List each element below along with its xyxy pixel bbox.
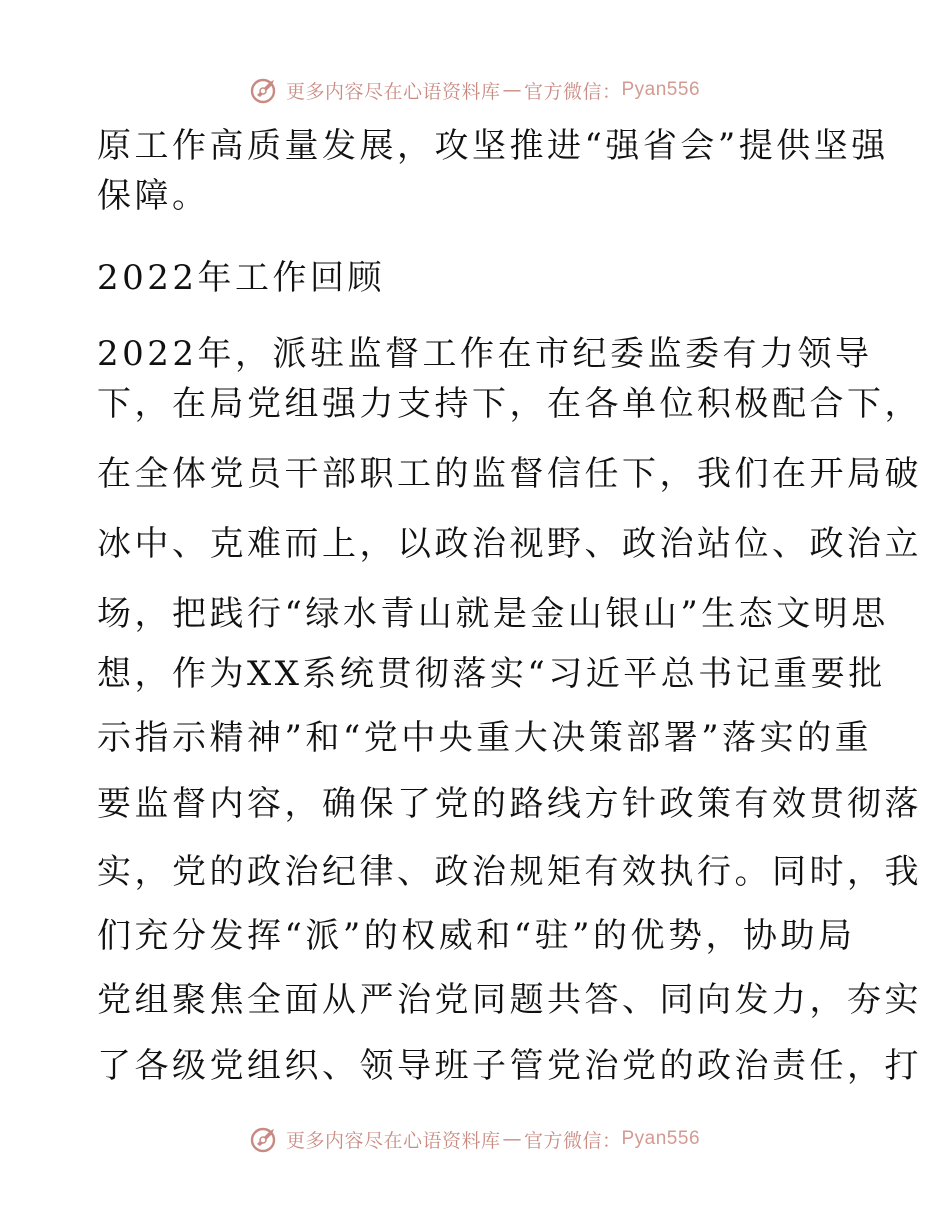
watermark-separator: — — [502, 79, 522, 101]
watermark-separator: — — [502, 1128, 522, 1150]
watermark-wechat-id: Pyan556 — [621, 79, 701, 100]
text-line: 示指示精神”和“党中央重大决策部署”落实的重 — [97, 718, 873, 758]
text-line: 下，在局党组强力支持下，在各单位积极配合下， — [97, 384, 922, 424]
text-line: 在全体党员干部职工的监督信任下，我们在开局破 — [97, 454, 922, 494]
watermark-wechat-id: Pyan556 — [621, 1128, 701, 1149]
watermark-logo-icon — [250, 75, 280, 105]
watermark-label: 官方微信： — [523, 80, 622, 103]
watermark-text: 更多内容尽在心语资料库 — [285, 80, 501, 103]
text-line: 们充分发挥“派”的权威和“驻”的优势，协助局 — [97, 916, 856, 956]
text-line: 要监督内容，确保了党的路线方针政策有效贯彻落 — [97, 784, 922, 824]
watermark-logo-icon — [250, 1124, 280, 1154]
section-heading: 2022年工作回顾 — [97, 258, 386, 298]
text-line: 实，党的政治纪律、政治规矩有效执行。同时，我 — [97, 852, 922, 892]
text-line: 保障。 — [97, 176, 210, 216]
header-watermark — [0, 70, 950, 110]
text-line: 2022年，派驻监督工作在市纪委监委有力领导 — [97, 334, 873, 374]
text-line: 党组聚焦全面从严治党同题共答、同向发力，夯实 — [97, 980, 922, 1020]
watermark-text: 更多内容尽在心语资料库 — [285, 1129, 501, 1152]
text-line: 冰中、克难而上，以政治视野、政治站位、政治立 — [97, 524, 922, 564]
text-line: 想，作为XX系统贯彻落实“习近平总书记重要批 — [97, 654, 886, 694]
footer-watermark — [0, 1119, 950, 1159]
text-line: 场，把践行“绿水青山就是金山银山”生态文明思 — [97, 594, 889, 634]
text-line: 原工作高质量发展，攻坚推进“强省会”提供坚强 — [97, 126, 889, 166]
watermark-label: 官方微信： — [523, 1129, 622, 1152]
text-line: 了各级党组织、领导班子管党治党的政治责任，打 — [97, 1046, 922, 1086]
